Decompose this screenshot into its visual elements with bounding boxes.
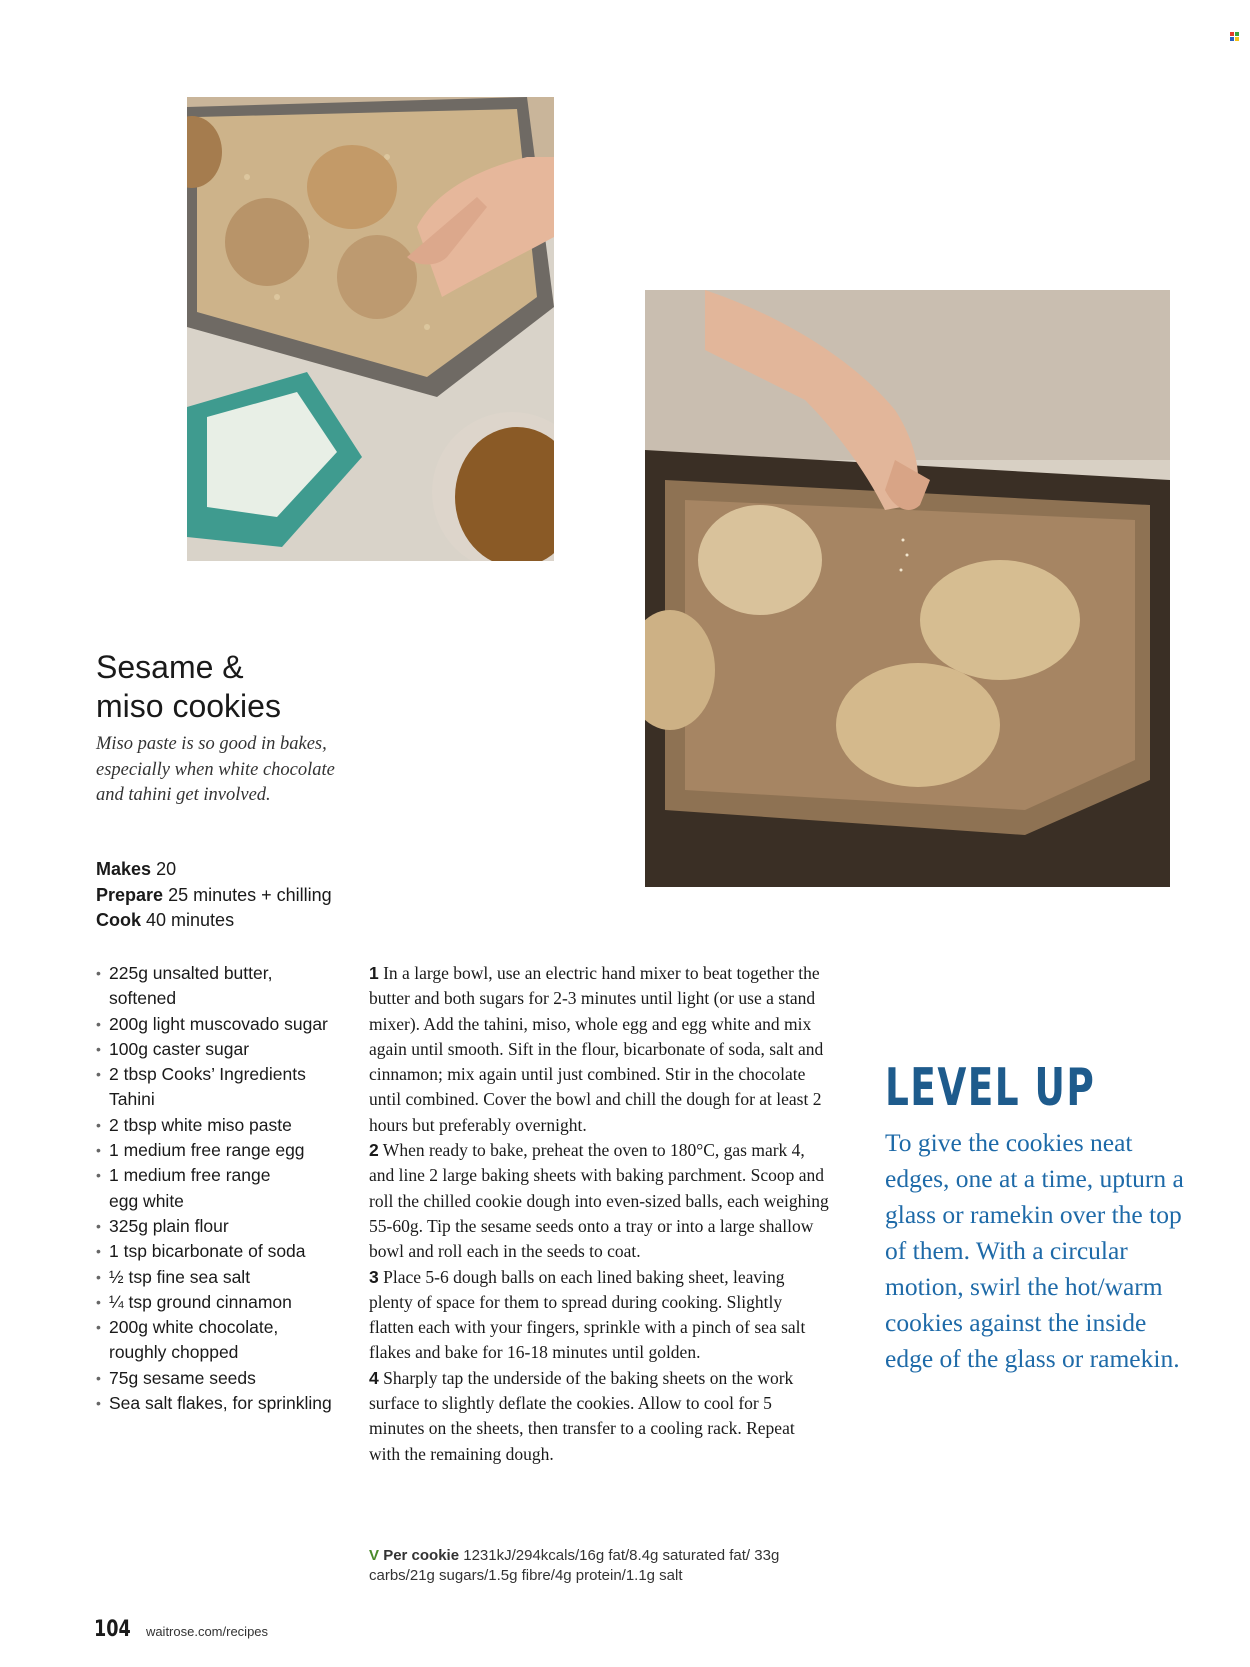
cook-label: Cook [96,910,141,930]
ingredient-item: • 200g light muscovado sugar [96,1012,366,1037]
nutrition-info [369,1546,789,1586]
ingredient-item: • 200g white chocolate, [96,1315,366,1340]
photo-sprinkling-salt [645,290,1170,887]
ingredient-item: • 1 tsp bicarbonate of soda [96,1239,366,1264]
nutrition-per-label: Per cookie [383,1547,460,1564]
step-number: 2 [369,1140,379,1161]
step-number: 1 [369,963,379,983]
ingredient-item: • 75g sesame seeds [96,1366,366,1391]
level-up-heading: LEVEL UP [885,1058,1096,1118]
makes-value: 20 [156,859,177,879]
prepare-row [96,883,332,909]
ingredient-item: • ¼ tsp ground cinnamon [96,1290,366,1315]
makes-row [96,857,332,883]
method-steps [369,961,829,1467]
ingredient-item-continued: softened [109,988,177,1009]
makes-label: Makes [96,859,152,879]
page-number: 104 [94,1617,131,1642]
recipe-title-line-1: Sesame & [96,649,244,685]
nutrition-values: 1231kJ/294kcals/16g fat/8.4g saturated fat/ 33g carbs/21g sugars/1.5g fibre/4g protein/1.1g salt [369,1547,780,1584]
ingredient-item-continued: Tahini [109,1089,155,1110]
ingredient-item-continued: egg white [109,1190,184,1211]
ingredient-item: • 2 tbsp Cooks’ Ingredients [96,1062,366,1087]
ingredient-item: • ½ tsp fine sea salt [96,1265,366,1290]
method-step-2 [369,1138,829,1264]
brand-mark-icon [1230,32,1240,42]
footer-url[interactable]: waitrose.com/recipes [145,1624,269,1639]
ingredient-item: • 1 medium free range [96,1163,366,1188]
step-text: Sharply tap the underside of the baking sheets on the work surface to slightly deflate the cookies. Allow to cool for 5 minutes on the sheets, then transfer to a cooling rack. Repeat with the remaining dough. [369,1367,795,1464]
method-step-4 [369,1366,829,1467]
step-text: When ready to bake, preheat the oven to 180°C, gas mark 4, and line 2 large baking sheets with baking parchment. Scoop and roll the chilled cookie dough into even-sized balls, each weighing 55-60g. Tip the sesame seeds onto a tray or into a large shallow bowl and roll each in the seeds to coat. [369,1140,829,1262]
ingredient-item: • 325g plain flour [96,1214,366,1239]
step-text: In a large bowl, use an electric hand mixer to beat together the butter and both sugars for 2-3 minutes until light (or use a stand mixer). Add the tahini, miso, whole egg and egg white and mix again until smooth. Sift in the flour, bicarbonate of soda, salt and cinnamon; mix again until just combined. Stir in the chocolate until combined. Cover the bowl and chill the dough for at least 2 hours but preferably overnight. [369,963,824,1135]
recipe-title-line-2: miso cookies [96,688,281,724]
recipe-title [96,648,416,726]
ingredient-item: • 1 medium free range egg [96,1138,366,1163]
photo-rolling-dough [187,97,554,561]
page-footer [94,1617,268,1642]
cook-value: 40 minutes [146,910,235,930]
cook-row [96,908,332,934]
step-number: 3 [369,1266,379,1287]
method-step-1 [369,961,829,1138]
prepare-label: Prepare [96,884,164,905]
step-number: 4 [369,1367,379,1388]
ingredients-list [96,961,366,1416]
recipe-meta [96,857,332,934]
ingredient-item: • Sea salt flakes, for sprinkling [96,1391,366,1416]
ingredient-item-continued: roughly chopped [109,1342,239,1363]
vegetarian-badge: V [369,1547,380,1564]
recipe-intro: Miso paste is so good in bakes, especially when white chocolate and tahini get involved. [96,734,335,805]
ingredient-item: • 100g caster sugar [96,1037,366,1062]
step-text: Place 5-6 dough balls on each lined baking sheet, leaving plenty of space for them to spread during cooking. Slightly flatten each with your fingers, sprinkle with a pinch of sea salt flakes and bake for 16-18 minutes until golden. [369,1266,806,1363]
level-up-text: To give the cookies neat edges, one at a time, upturn a glass or ramekin over the top of them. With a circular motion, swirl the hot/warm cookies against the inside edge of the glass or ramekin. [885,1128,1184,1373]
prepare-value: 25 minutes + chilling [168,884,332,905]
method-step-3 [369,1265,829,1366]
ingredient-item: • 225g unsalted butter, [96,961,366,986]
ingredient-item: • 2 tbsp white miso paste [96,1113,366,1138]
